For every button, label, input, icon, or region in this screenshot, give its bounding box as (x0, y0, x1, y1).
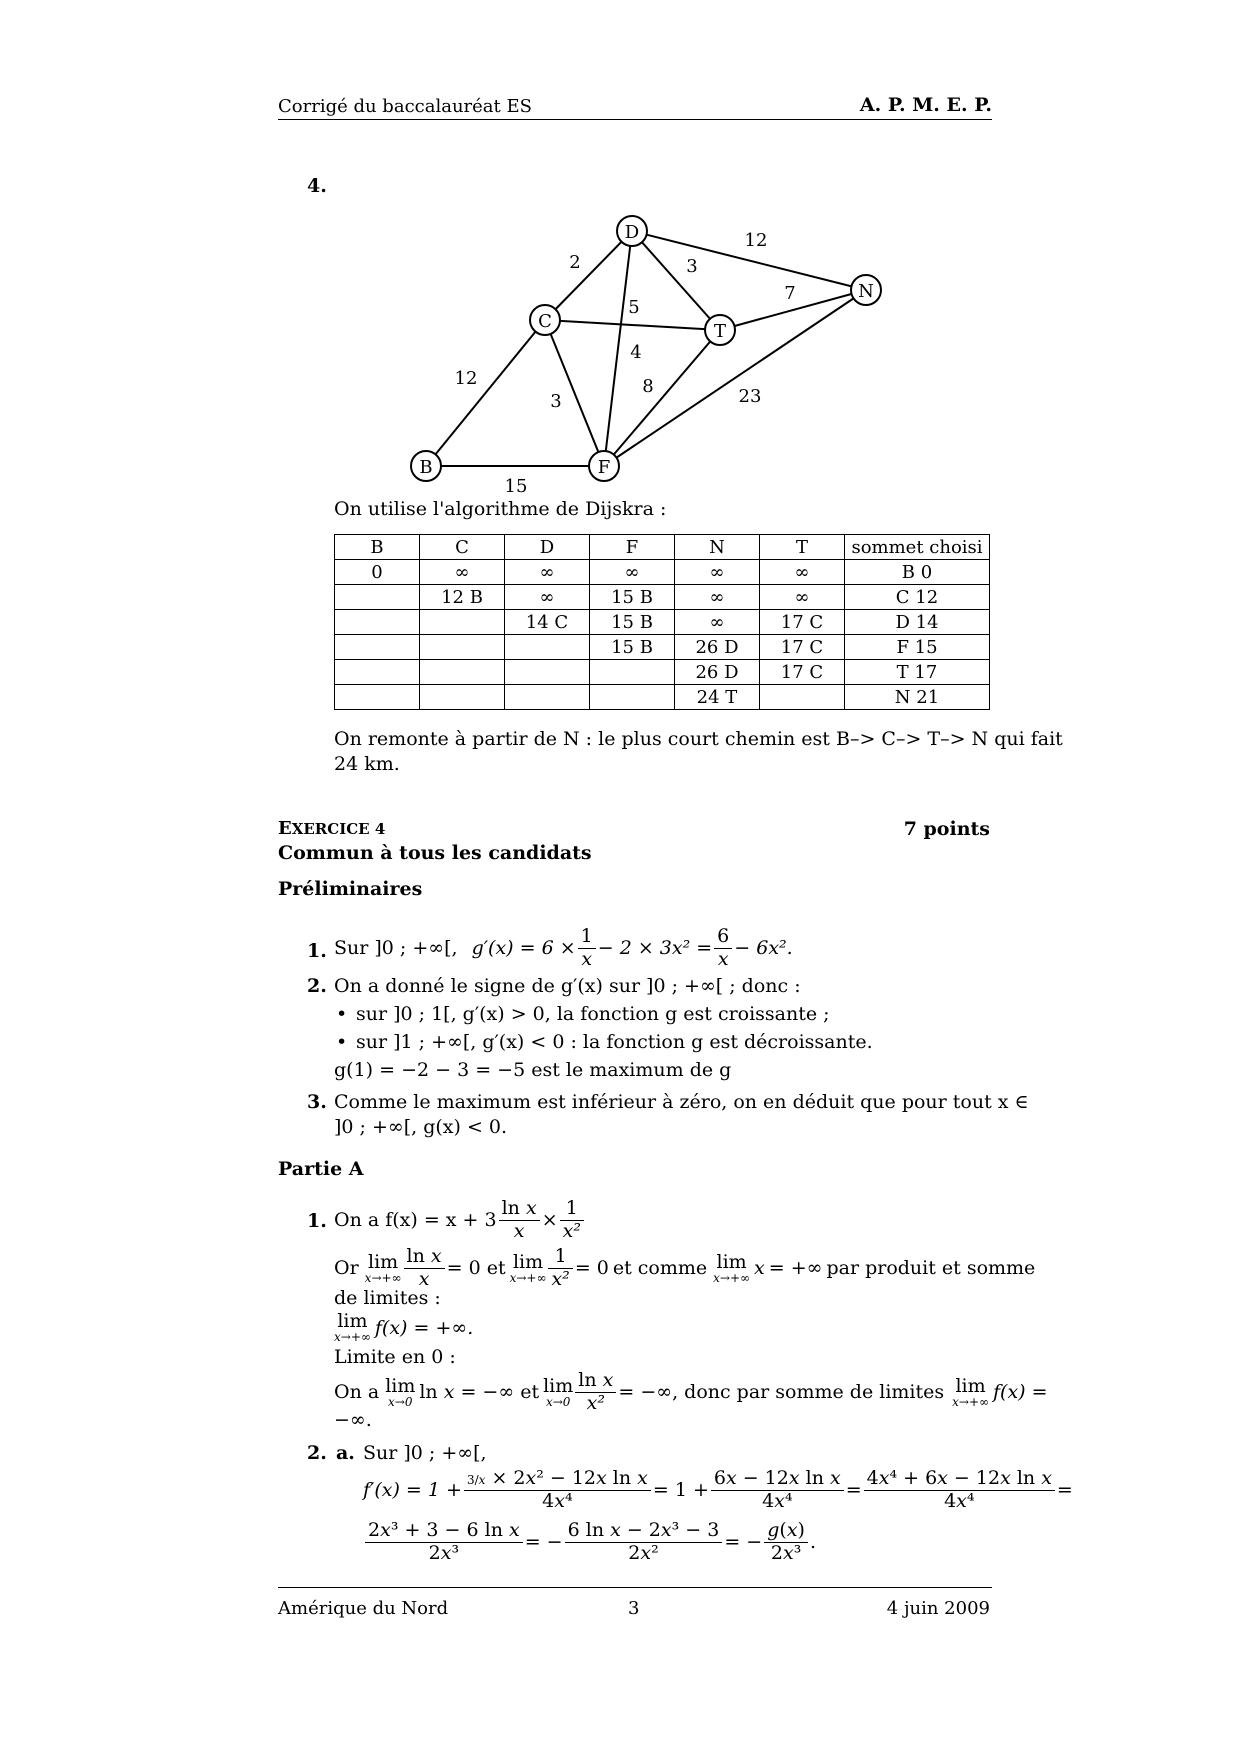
weight-f-t: 8 (642, 376, 654, 397)
table-cell: F 15 (845, 635, 990, 660)
conclusion-line-2: 24 km. (334, 753, 400, 775)
table-row (335, 585, 990, 610)
question-number: 4. (307, 175, 327, 197)
partA-1-lim-f: lim x→+∞ f(x) = +∞. (334, 1310, 474, 1344)
item-number: 2. (307, 1442, 327, 1464)
table-cell (590, 685, 675, 710)
partA-1-limite0: Limite en 0 : (334, 1346, 456, 1368)
weight-d-f: 5 (628, 297, 640, 318)
table-cell: ∞ (505, 585, 590, 610)
table-cell: ∞ (675, 560, 760, 585)
table-cell (420, 660, 505, 685)
weight-c-f: 3 (550, 391, 562, 412)
table-row (335, 660, 990, 685)
exercise-points: 7 points (903, 818, 990, 840)
prelim-2-bullet-2: sur ]1 ; +∞[, g′(x) < 0 : la fonction g est décroissante. (356, 1031, 873, 1053)
table-cell: 0 (335, 560, 420, 585)
table-cell (590, 660, 675, 685)
bullet-icon: • (336, 1031, 348, 1053)
partA-1-limit-zero: On a lim x→0 ln x = −∞ et lim x→0 $\frac{\text{ln x}}{\text{x²}}$ = −∞ , donc par somme de limites lim x→+∞ f(x) = (334, 1368, 1048, 1414)
table-cell: N 21 (845, 685, 990, 710)
table-header: N (675, 535, 760, 560)
weight-b-c: 12 (454, 368, 478, 389)
table-cell: 12 B (420, 585, 505, 610)
dijkstra-intro: On utilise l'algorithme de Dijskra : (334, 498, 667, 520)
table-cell: ∞ (675, 610, 760, 635)
table-cell: 26 D (675, 635, 760, 660)
page-number: 3 (628, 1598, 640, 1619)
table-cell (505, 635, 590, 660)
prelim-2-max: g(1) = −2 − 3 = −5 est le maximum de g (334, 1059, 732, 1081)
table-cell (760, 685, 845, 710)
subitem-letter: a. (336, 1442, 355, 1464)
table-cell: 14 C (505, 610, 590, 635)
table-cell: B 0 (845, 560, 990, 585)
table-cell: T 17 (845, 660, 990, 685)
table-header-row (335, 535, 990, 560)
node-label-b: B (419, 457, 433, 478)
table-cell: 26 D (675, 660, 760, 685)
partA-1-limites-label: de limites : (334, 1287, 441, 1309)
prelim-3-line-1: Comme le maximum est inférieur à zéro, on en déduit que pour tout x ∈ (334, 1091, 1029, 1113)
edge-d-t (632, 231, 720, 330)
header-title: Corrigé du baccalauréat ES (278, 96, 532, 117)
item-number: 3. (307, 1091, 327, 1113)
table-header: C (420, 535, 505, 560)
partA-1-limits: Or lim x→+∞ $\frac{\text{ln x}}{x}$ = 0 et lim x→+∞ $\frac{1}{\text{x²}}$ = 0 et comme lim x→+∞ x = +∞ par produit et somme (334, 1244, 1036, 1290)
table-cell: ∞ (505, 560, 590, 585)
table-cell: C 12 (845, 585, 990, 610)
node-label-d: D (624, 222, 640, 243)
table-cell: 17 C (760, 660, 845, 685)
dijkstra-table (334, 534, 990, 710)
weight-c-t: 4 (630, 342, 642, 363)
table-header: sommet choisi (845, 535, 990, 560)
table-cell (335, 610, 420, 635)
item-number: 1. (307, 1210, 327, 1232)
table-row (335, 635, 990, 660)
table-cell: ∞ (675, 585, 760, 610)
table-header: T (760, 535, 845, 560)
partA-2a-text: Sur ]0 ; +∞[, (363, 1442, 487, 1464)
footer-date: 4 juin 2009 (886, 1598, 990, 1619)
node-label-c: C (538, 311, 552, 332)
section-partie-a: Partie A (278, 1158, 364, 1180)
weight-t-n: 7 (784, 283, 796, 304)
table-cell (505, 685, 590, 710)
table-cell (420, 635, 505, 660)
edge-b-c (426, 320, 545, 466)
edge-f-t (604, 330, 720, 466)
table-cell: 15 B (590, 635, 675, 660)
prelim-1-formula: Sur ]0 ; +∞[, g′(x) = 6 × $\frac{1}{x}$ − 2 × 3x² = $\frac{6}{x}$ − 6x². (334, 924, 793, 970)
weight-d-n: 12 (744, 230, 768, 251)
table-cell: 15 B (590, 610, 675, 635)
exercise-subtitle: Commun à tous les candidats (278, 842, 592, 864)
table-cell: D 14 (845, 610, 990, 635)
table-header: B (335, 535, 420, 560)
table-cell: 17 C (760, 635, 845, 660)
table-cell: ∞ (420, 560, 505, 585)
table-cell (420, 610, 505, 635)
node-label-f: F (597, 457, 611, 478)
table-cell: 15 B (590, 585, 675, 610)
weighted-graph (0, 0, 1240, 520)
table-cell (335, 660, 420, 685)
table-cell: ∞ (590, 560, 675, 585)
edge-c-t (545, 320, 720, 330)
table-row (335, 560, 990, 585)
node-label-t: T (713, 321, 727, 342)
table-cell (505, 660, 590, 685)
footer-location: Amérique du Nord (278, 1598, 449, 1619)
partA-1-formula: On a f(x) = x + 3 $\frac{\text{ln x}}{x}$ × $\frac{1}{\text{x²}}$ (334, 1192, 586, 1248)
item-number: 1. (307, 940, 327, 962)
table-cell: ∞ (760, 585, 845, 610)
weight-b-f: 15 (504, 476, 528, 497)
prelim-3-line-2: ]0 ; +∞[, g(x) < 0. (334, 1116, 508, 1138)
table-header: D (505, 535, 590, 560)
table-cell: ∞ (760, 560, 845, 585)
table-cell (335, 585, 420, 610)
item-number: 2. (307, 975, 327, 997)
table-cell: 17 C (760, 610, 845, 635)
prelim-2-bullet-1: sur ]0 ; 1[, g′(x) > 0, la fonction g est croissante ; (356, 1003, 830, 1025)
table-header: F (590, 535, 675, 560)
exercise-title: EXERCICE 4 (278, 818, 386, 839)
conclusion-line-1: On remonte à partir de N : le plus court chemin est B–> C–> T–> N qui fait (334, 728, 1063, 750)
table-cell (335, 635, 420, 660)
table-row (335, 610, 990, 635)
table-cell (420, 685, 505, 710)
weight-f-n: 23 (738, 386, 762, 407)
partA-2a-derivative-2: $\frac{\text{2x³ + 3 − 6 ln x}}{\text{2x³}}$ = − $\frac{\text{6 ln x − 2x³ − 3}}{\text{2x²}}$ = − $\frac{g(x)}{\text{2x³}}$ . (363, 1514, 816, 1570)
header-apmep: A. P. M. E. P. (859, 94, 992, 116)
prelim-2-text: On a donné le signe de g′(x) sur ]0 ; +∞[ ; donc : (334, 975, 801, 997)
partA-1-minus-inf: −∞. (334, 1409, 372, 1431)
table-row (335, 685, 990, 710)
weight-c-d: 2 (569, 252, 581, 273)
table-cell (335, 685, 420, 710)
section-preliminaires: Préliminaires (278, 878, 423, 900)
node-label-n: N (858, 281, 874, 302)
weight-d-t: 3 (686, 256, 698, 277)
bullet-icon: • (336, 1003, 348, 1025)
table-cell: 24 T (675, 685, 760, 710)
edge-d-f (604, 231, 632, 466)
edge-c-d (545, 231, 632, 320)
footer-rule (278, 1587, 992, 1588)
partA-2a-derivative-1: f′(x) = 1 + $\frac{\text{3/x × 2x² − 12x ln x}}{\text{4x⁴}}$ = 1 + $\frac{\text{6x − 12x ln x}}{\text{4x⁴}}$ = $\frac{\text{4x⁴ + 6x − 12x ln x}}{\text{4x⁴}}$ = (363, 1466, 1073, 1512)
